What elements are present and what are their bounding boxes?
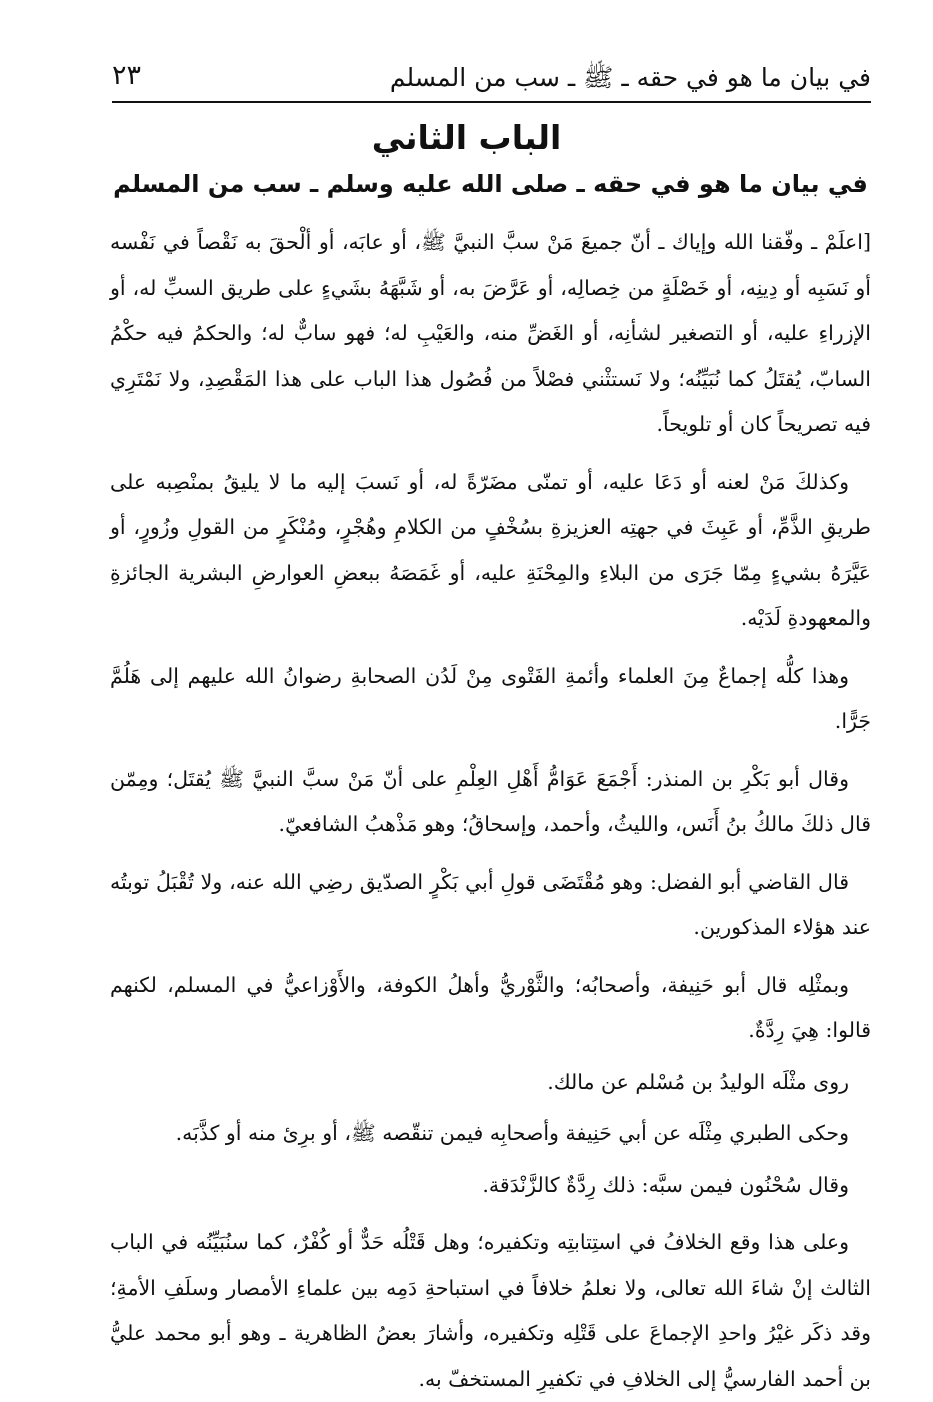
paragraph: وبمثْلِه قال أبو حَنِيفة، وأصحابُه؛ والثَّوْريُّ وأهلُ الكوفة، والأَوْزاعيُّ في المسلم، لكنهم قالوا: هِيَ رِدَّةٌ. [110,972,871,1042]
chapter-subtitle: في بيان ما هو في حقه ـ صلى الله عليه وسلم ـ سب من المسلم [113,170,868,198]
paragraph: وحكى الطبري مِثْلَه عن أبي حَنِيفة وأصحابِه فيمن تنقّصه ﷺ، أو برِئ منه أو كذَّبَه. [175,1121,849,1145]
chapter-title: الباب الثاني [371,118,562,157]
paragraph: روى مثْلَه الوليدُ بن مُسْلم عن مالك. [547,1069,849,1094]
header-divider [112,101,871,103]
paragraph: وقال أبو بَكْرِ بن المنذر: أَجْمَعَ عَوَامُّ أَهْلِ العِلْمِ على أنّ مَنْ سبَّ النبيَّ ﷺ يُقتَل؛ ومِمّن قال ذلكَ مالكُ بنُ أَنَس، والليثُ، وأحمد، وإسحاقُ؛ وهو مَذْهبُ الشافعيّ. [110,766,871,836]
paragraph: وقال سُحْنُون فيمن سبَّه: ذلك رِدَّةٌ كالزَّنْدَقة. [482,1172,849,1197]
paragraph: وهذا كلُّه إجماعٌ مِنَ العلماء وأئمةِ الفَتْوى مِنْ لَدُن الصحابةِ رضوانُ الله عليهم إلى هَلُمَّ جَرًّا. [110,663,871,733]
paragraph: قال القاضي أبو الفضل: وهو مُقْتَضَى قولِ أبي بَكْرٍ الصدّيق رضِي الله عنه، ولا تُقْبَلُ توبتُه عند هؤلاء المذكورين. [110,869,871,939]
running-header [112,58,871,100]
paragraph: وكذلكَ مَنْ لعنه أو دَعَا عليه، أو تمنّى مضَرّةً له، أو نَسبَ إليه ما لا يليقُ بمنْصِبه على طريقِ الذَّمِّ، أو عَبِثَ في جهتِه العزيزةِ بسُخْفٍ من الكلامِ وهُجْرٍ، ومُنْكَرٍ من القولِ وزُورٍ، أو عَيَّرَهُ بشيءٍ مِمّا جَرَى من البلاءِ والمِحْنَةِ عليه، أو غَمَصَهُ ببعضِ العوارضِ البشرية الجائزةِ والمعهودةِ لَدَيْه. [110,469,871,630]
paragraph: وعلى هذا وقع الخلافُ في استِتابتِه وتكفيره؛ وهل قَتْلُه حَدٌّ أو كُفْرٌ، كما سنُبَيِّنُه في الباب الثالث إنْ شاءَ الله تعالى، ولا نعلمُ خلافاً في استباحةِ دَمِه بين علماءِ الأمصار وسلَفِ الأمةِ؛ وقد ذكَر غيْرُ واحدِ الإجماعَ على قَتْلِه وتكفيره، وأشارَ بعضُ الظاهرية ـ وهو أبو محمد عليُّ بن أحمد الفارسيُّ إلى الخلافِ في تكفيرِ المستخفّ به. [110,1230,871,1391]
paragraph: [اعلَمْ ـ وفّقنا الله وإياك ـ أنّ جميعَ مَنْ سبَّ النبيَّ ﷺ، أو عابَه، أو ألْحقَ به نَقْصاً في نَفْسه أو نَسَبِه أو دِينِه، أو خَصْلَةٍ من خِصالِه، أو عَرَّضَ به، أو شَبَّهَهُ بشَيءٍ على طريق السبِّ له، أو الإزراءِ عليه، أو التصغير لشأنِه، أو الغَضِّ منه، والعَيْبِ له؛ فهو سابٌّ له؛ والحكمُ فيه حكْمُ السابّ، يُقتَلُ كما نُبَيِّنُه؛ ولا نَستثْني فصْلاً من فُصُول هذا الباب على هذا المَقْصِدِ، ولا نَمْتَرِي فيه تصريحاً كان أو تلويحاً. [110,230,871,436]
body-text [110,220,871,1402]
running-title: في بيان ما هو في حقه ـ ﷺ ـ سب من المسلم [389,63,871,92]
page-number: ٢٣ [112,60,142,91]
